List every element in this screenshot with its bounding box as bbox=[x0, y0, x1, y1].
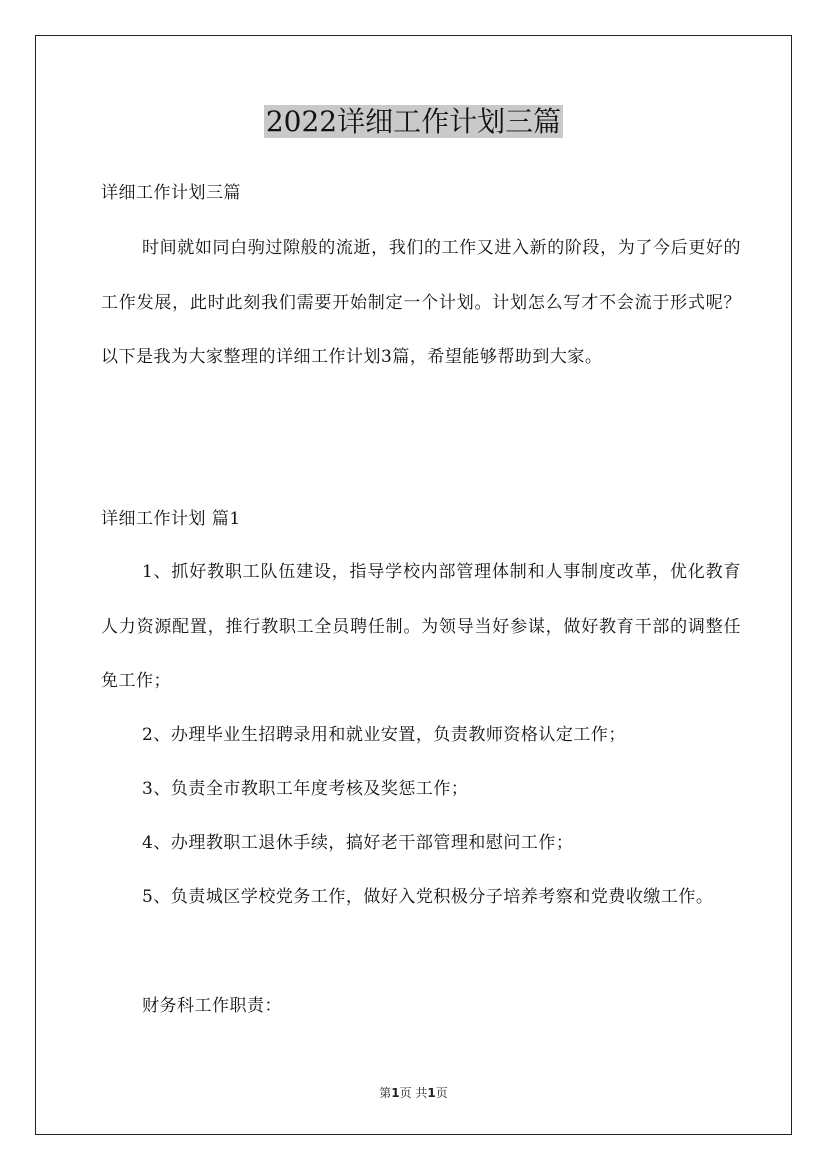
footer-page-number: 1 bbox=[391, 1086, 400, 1100]
list-item-1: 1、抓好教职工队伍建设，指导学校内部管理体制和人事制度改革，优化教育人力资源配置，推行教职工全员聘任制。为领导当好参谋，做好教育干部的调整任免工作； bbox=[101, 562, 741, 691]
list-item-5: 5、负责城区学校党务工作，做好入党积极分子培养考察和党费收缴工作。 bbox=[142, 887, 714, 907]
intro-paragraph: 时间就如同白驹过隙般的流逝，我们的工作又进入新的阶段，为了今后更好的工作发展，此时此刻我们需要开始制定一个计划。计划怎么写才不会流于形式呢？以下是我为大家整理的详细工作计划3篇，希望能够帮助到大家。 bbox=[101, 238, 741, 367]
list-item-2: 2、办理毕业生招聘录用和就业安置，负责教师资格认定工作； bbox=[142, 725, 626, 745]
list-item-3: 3、负责全市教职工年度考核及奖惩工作； bbox=[142, 779, 469, 799]
finance-heading: 财务科工作职责： bbox=[142, 996, 282, 1016]
footer-suffix: 页 bbox=[435, 1086, 448, 1100]
footer-prefix: 第 bbox=[379, 1086, 392, 1100]
footer-mid: 页 共 bbox=[399, 1086, 428, 1100]
footer-total-pages: 1 bbox=[427, 1086, 436, 1100]
section-heading: 详细工作计划 篇1 bbox=[101, 509, 241, 529]
page-footer bbox=[0, 1084, 827, 1101]
subtitle: 详细工作计划三篇 bbox=[101, 183, 241, 203]
document-title bbox=[0, 102, 827, 142]
list-item-4: 4、办理教职工退休手续，搞好老干部管理和慰问工作； bbox=[142, 833, 574, 853]
document-title-text: 2022详细工作计划三篇 bbox=[265, 105, 562, 138]
